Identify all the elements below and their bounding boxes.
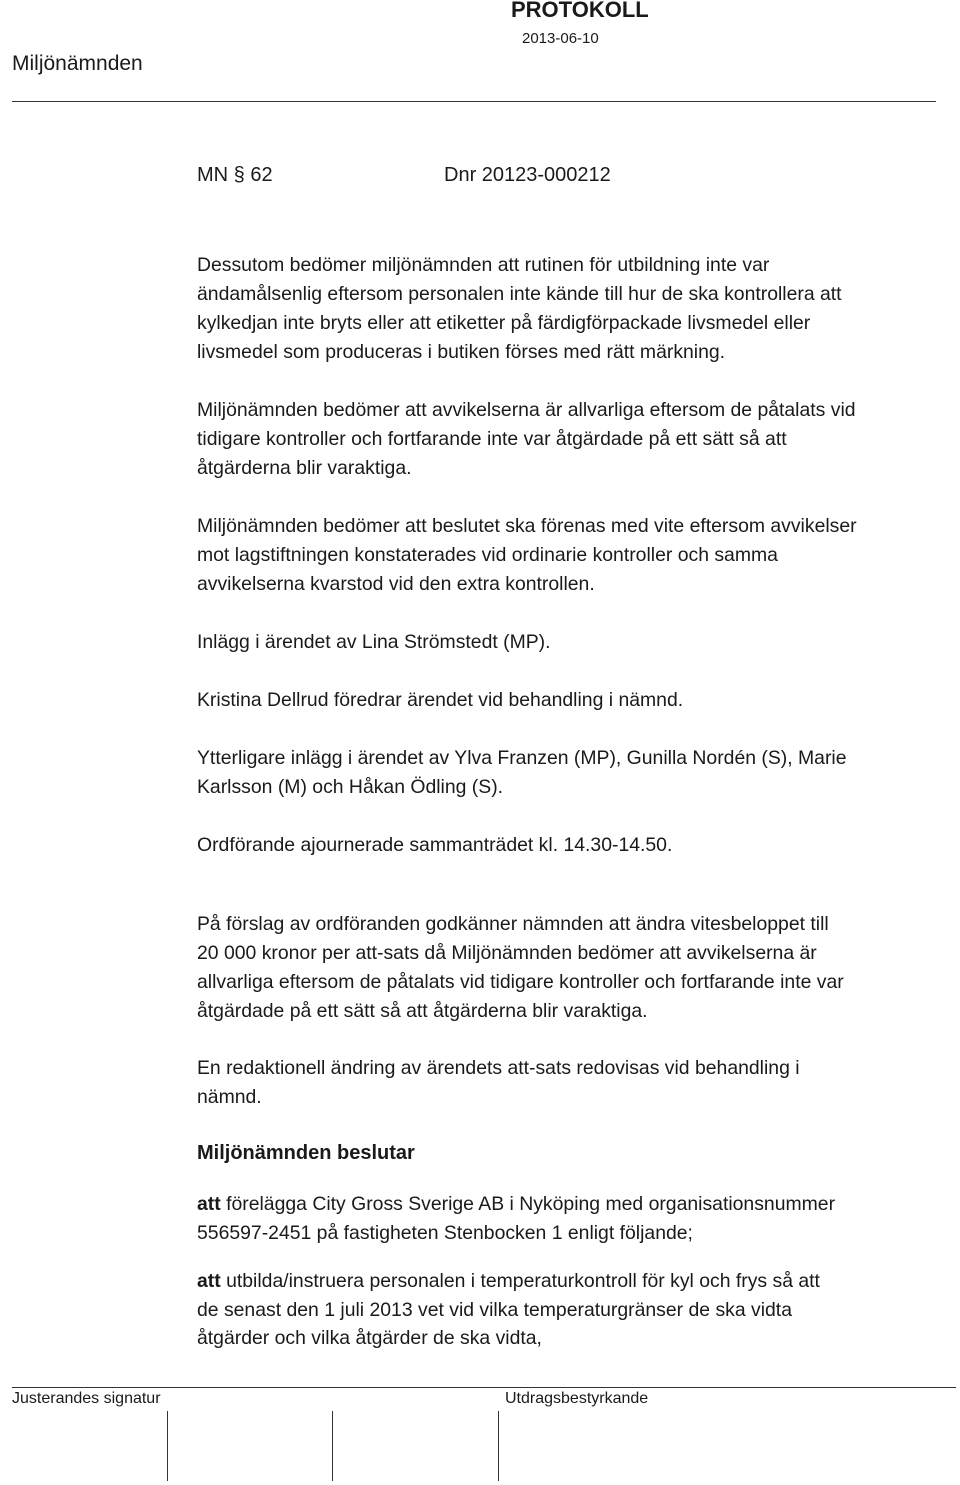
paragraph-contribution: Inlägg i ärendet av Lina Strömstedt (MP). — [197, 631, 551, 653]
header-divider — [12, 101, 936, 102]
decision-item — [197, 1267, 927, 1353]
signature-box-divider — [167, 1411, 168, 1481]
paragraph-penalty-justification: Miljönämnden bedömer att beslutet ska förenas med vite eftersom avvikelser mot lagstiftningen konstaterades vid ordinarie kontroller och samma avvikelserna kvarstod vid den extra kontrollen. — [197, 515, 857, 595]
paragraph-deviations-serious: Miljönämnden bedömer att avvikelserna är allvarliga eftersom de påtalats vid tidigare kontroller och fortfarande inte var åtgärdade på ett sätt så att åtgärderna blir varaktiga. — [197, 399, 856, 479]
paragraph-editorial-change: En redaktionell ändring av ärendets att-sats redovisas vid behandling i nämnd. — [197, 1057, 800, 1108]
extract-label: Utdragsbestyrkande — [505, 1390, 649, 1407]
paragraph-training-routine: Dessutom bedömer miljönämnden att rutinen för utbildning inte var ändamålsenlig eftersom personalen inte kände till hur de ska kontrollera att kylkedjan inte bryts eller att etiketter på färdigförpackade livsmedel eller livsmedel som produceras i butiken förses med rätt märkning. — [197, 254, 842, 363]
page-footer — [0, 1378, 960, 1485]
document-date: 2013-06-10 — [522, 30, 599, 47]
paragraph-further-contributions: Ytterligare inlägg i ärendet av Ylva Franzen (MP), Gunilla Nordén (S), Marie Karlsson (M) och Håkan Ödling (S). — [197, 747, 847, 798]
footer-divider — [12, 1387, 956, 1388]
decision-heading: Miljönämnden beslutar — [197, 1142, 415, 1164]
signature-label: Justerandes signatur — [12, 1390, 161, 1407]
paragraph-proposal: På förslag av ordföranden godkänner nämnden att ändra vitesbeloppet till 20 000 kronor per att-sats då Miljönämnden bedömer att avvikelserna är allvarliga eftersom de påtalats vid tidigare kontroller och fortfarande inte var åtgärdade på ett sätt så att åtgärderna blir varaktiga. — [197, 913, 844, 1022]
decision-keyword: att — [197, 1193, 221, 1215]
decision-text: utbilda/instruera personalen i temperaturkontroll för kyl och frys så att de senast den 1 juli 2013 vet vid vilka temperaturgränser de ska vidta åtgärder och vilka åtgärder de ska vidta, — [197, 1270, 820, 1349]
signature-box-divider — [498, 1411, 499, 1481]
paragraph-adjournment: Ordförande ajournerade sammanträdet kl. 14.30-14.50. — [197, 834, 673, 856]
organization-name: Miljönämnden — [12, 52, 143, 75]
decision-item — [197, 1190, 927, 1247]
section-number: MN § 62 — [197, 164, 273, 186]
decision-keyword: att — [197, 1270, 221, 1292]
paragraph-presenter: Kristina Dellrud föredrar ärendet vid behandling i nämnd. — [197, 689, 684, 711]
page-header — [0, 0, 960, 105]
document-type: PROTOKOLL — [511, 0, 649, 22]
diary-number: Dnr 20123-000212 — [444, 164, 611, 186]
decision-text: förelägga City Gross Sverige AB i Nyköping med organisationsnummer 556597-2451 på fastigheten Stenbocken 1 enligt följande; — [197, 1193, 836, 1244]
signature-box-divider — [332, 1411, 333, 1481]
